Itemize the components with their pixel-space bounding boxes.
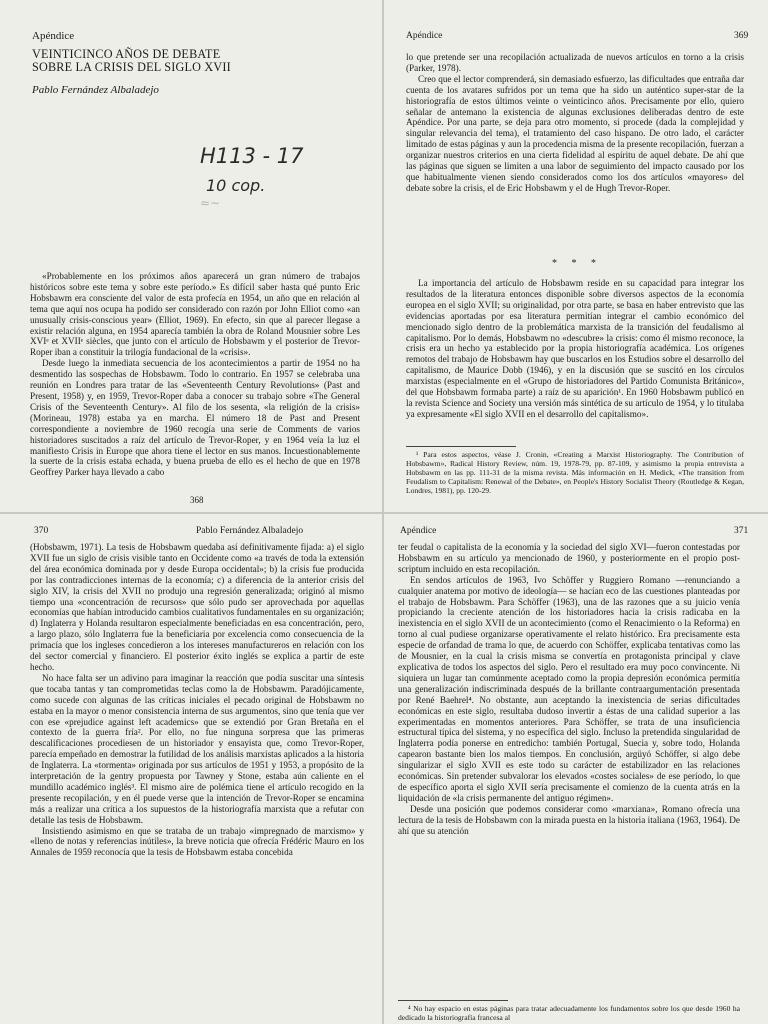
paragraph: «Probablemente en los próximos años aparecerá un gran número de trabajos históricos sobre este tema y sobre este período.» Es difícil saber hasta qué punto Eric Hobsbawm era consciente del valor de esta profecía en 1954, un año que en relación al tema que aquí nos ocupa ha podido ser considerado con razón por John Elliot como «an unusually crisis-conscious year» (Elliot, 1969). En efecto, sin que al parecer llegase a existir relación alguna, en 1954 aparecía también la obra de Roland Mousnier sobre Les XVIᵉ et XVIIᵉ siècles, que junto con el artículo de Hobsbawm y el posterior de Trevor-Roper iban a constituir la trilogía fundacional de la «crisis».: [30, 271, 360, 358]
article-author: Pablo Fernández Albaladejo: [32, 84, 159, 96]
paragraph: Insistiendo asimismo en que se trataba de un trabajo «impregnado de marxismo» y «lleno de notas y referencias inútiles», la breve noticia que ofrecía Frédéric Mauro en los Annales de 1959 reconocía que la tesis de Hobsbawm estaba concebida: [30, 825, 364, 858]
page-369: [384, 0, 768, 512]
paragraph: Desde una posición que podemos considerar como «marxiana», Romano ofrecía una lectura de la tesis de Hobsbawm con la mirada puesta en la historia italiana (1963, 1964). De ahí que su atención: [398, 803, 740, 836]
article-title: [32, 48, 231, 74]
body-text: [30, 542, 364, 858]
paragraph: Desde luego la inmediata secuencia de los acontecimientos a partir de 1954 no ha desmentido las sospechas de Hobsbawm. Todo lo contrario. En 1957 se celebraba una reunión en Londres para tratar de las «Seventeenth Century Revolutions» (Past and Present, 1958) y, en 1959, Trevor-Roper daba a conocer su trabajo sobre «The General Crisis of the Seventeenth Century». Al filo de los sesenta, «la religión de la crisis» (Morineau, 1978) estaba ya en marcha. El número 18 de Past and Present correspondiente a noviembre de 1960 recogía una serie de Comments de varios historiadores suscitados a raíz del artículo de Trevor-Roper, y en 1964 veía la luz el manifiesto Crisis in Europe que ahora tiene el lector en sus manos. Incuestionablemente la suerte de la crisis estaba echada, y buena prueba de ello es el hecho de que en 1978 Geoffrey Parker haya llevado a cabo: [30, 358, 360, 478]
footnote: [398, 1004, 740, 1022]
footnote-rule: [398, 1000, 508, 1001]
page-number: 371: [734, 526, 749, 536]
paragraph: En sendos artículos de 1963, Ivo Schöffer y Ruggiero Romano —renunciando a cualquier anatema por motivo de ideología— se hacían eco de las cuestiones planteadas por el trabajo de Hobsbawm. Para Schöffer (1963), una de las razones que a su juicio venía propiciando la creciente atención de los historiadores hacia la crisis radicaba en la inexistencia en el siglo XVII de un acontecimiento (como el Renacimiento o la Reforma) en torno al cual pudiese organizarse operativamente el relato histórico. Era precisamente esta especie de orfandad de trama lo que, de acuerdo con Schöffer, explicaba tentativas como las de Mousnier, en la cual la crisis misma se convertía en protagonista principal y clave explicativa de todos los aspectos del siglo. Pero el resultado era muy poco convincente. Ni siquiera un lugar tan comúnmente aceptado como la propia depresión económica permitía una generalización indiscriminada después de la brillante contraargumentación presentada por René Baehrel⁴. No obstante, aun aceptando la inexistencia de serias dificultades económicas en este siglo, resultaba dudoso invertir a éstas de una calidad superior a las experimentadas en momentos anteriores. Para Schöffer, se trata de una insuficiencia estructural típica del sistema, y no específica del siglo. Incluso la pretendida singularidad de Inglaterra podía ponerse en entredicho: también Portugal, Suecia y, sobre todo, Holanda capearon bastante bien los malos tiempos. En conclusión, argüyó Schöffer, si algo debe singularizar el siglo XVII es este todo su carácter de estabilizador en las relaciones económicas. Sin pretender subvalorar los elevados «costes sociales» de ese período, lo que de específico aporta el siglo XVII sería precisamente el comienzo de la cuenta atrás en la liquidación de «la crisis permanente del antiguo régimen».: [398, 574, 740, 803]
paragraph: La importancia del artículo de Hobsbawm reside en su capacidad para integrar los resultados de la literatura entonces disponible sobre diversos aspectos de la economía europea en el siglo XVII; su originalidad, por otra parte, se basa en haber entrevisto que las evidencias aportadas por esa literatura permitían integrar el cambio económico del mencionado siglo dentro de la problemática marxista de la transición del feudalismo al capitalismo. Por lo demás, Hobsbawm no «descubre» la crisis: como él mismo reconoce, la crisis era un hecho ya establecido por la propia historiografía académica. Los orígenes remotos del trabajo de Hobsbawm hay que buscarlos en los Estudios sobre el desarrollo del capitalismo, de Maurice Dobb (1946), y en la discusión que se suscitó en los círculos marxistas (especialmente en el «Grupo de historiadores del Partido Comunista Británico», del que Hobsbawm formaba parte) a raíz de su aparición¹. En 1960 Hobsbawm publicó en la revista Science and Society una versión más sintética de su artículo de 1954, y lo titulaba ya expresamente «El siglo XVII en el desarrollo del capitalismo».: [406, 278, 744, 419]
section-break-stars: * * *: [552, 258, 602, 269]
body-text: [30, 271, 360, 478]
paragraph: Creo que el lector comprenderá, sin demasiado esfuerzo, las dificultades que entraña dar cuenta de los avatares sufridos por un tema que ha sido un auténtico super-star de la historiografía de estos últimos veinte o veinticinco años. Precisamente por ello, quiero señalar de antemano la existencia de algunas exclusiones deliberadas dentro de este Apéndice. Por una parte, se deja para otro momento, si procede (dada la complejidad y singular relevancia del tema), el tratamiento del caso hispano. De otro lado, el carácter limitado de estas páginas y aun la procedencia misma de la presente recopilación, fuerzan a organizar nuestros criterios en una cierta fidelidad al espíritu de aquel debate. De ahí que las páginas que siguen se limiten a una labor de seguimiento del impacto causado por los que habitualmente vienen siendo considerados como los dos artículos «mayores» del debate sobre la crisis, el de Eric Hobsbawm y el de Hugh Trevor-Roper.: [406, 73, 744, 193]
page-number: 370: [34, 526, 49, 536]
body-text: [406, 52, 744, 194]
paragraph: lo que pretende ser una recopilación actualizada de nuevos artículos en torno a la crisis (Parker, 1978).: [406, 52, 744, 73]
paragraph: ter feudal o capitalista de la economía y la sociedad del siglo XVI—fueron contestadas por Hobsbawm en su artículo ya mencionado de 1960, y posteriormente en el propio post-scriptum incluido en esta recopilación.: [398, 542, 740, 574]
title-line-2: SOBRE LA CRISIS DEL SIGLO XVII: [32, 60, 231, 74]
running-header: Pablo Fernández Albaladejo: [196, 526, 304, 536]
running-header: Apéndice: [400, 526, 437, 536]
page-368: [0, 0, 382, 512]
page-370: [0, 514, 382, 1024]
handwritten-copies-note: 10 cop.: [206, 176, 266, 195]
footnote-text: ¹ Para estos aspectos, véase J. Cronin, «Creating a Marxist Historiography. The Contribution of Hobsbawm», Radical History Review, núm. 19, 1978-79, pp. 87-109, y asimismo la propia entrevista a Hobsbawm en las pp. 111-31 de la misma revista. Más información en H. Medick, «The transition from Feudalism to Capitalism: Renewal of the Debate», en People's History Socialist Theory (Routledge & Kegan, Londres, 1981), pp. 120-29.: [406, 450, 744, 495]
footnote-rule: [406, 446, 516, 447]
paragraph: No hace falta ser un adivino para imaginar la reacción que podía suscitar una síntesis que tocaba tantas y tan comprometidas teclas como la de Hobsbawm. Paradójicamente, como sucede con algunas de las críticas iniciales el pecado original de Hobsbawm no estaba en la mayor o menor consistencia interna de sus argumentos, sino que tenía que ver con ese «prejudice against left academics» que se extendió por Gran Bretaña en el contexto de la guerra fría². Por ello, no fue ninguna sorpresa que las primeras descalificaciones procediesen de un historiador y ensayista que, como Trevor-Roper, parecía empeñado en demostrar la futilidad de los análisis marxistas aplicados a la historia de Inglaterra. La «tormenta» originada por sus artículos de 1951 y 1953, a propósito de la interpretación de la gentry propuesta por Tawney y Stone, estaba aún caliente en el mundillo académico inglés³. El mismo aire de polémica tiene el artículo recogido en la presente recopilación, y en él puede verse que la intención de Trevor-Roper se encamina más a realizar una crítica a los supuestos de la historiografía marxista que a refutar con detalle las tesis de Hobsbawm.: [30, 672, 364, 825]
footnote-text: ⁴ No hay espacio en estas páginas para tratar adecuadamente los fundamentos sobre los que desde 1960 ha dedicado la historiografía francesa al: [398, 1004, 740, 1022]
faint-pencil-mark: ≈∼: [200, 196, 221, 210]
page-number: 369: [734, 31, 749, 41]
footnote: [406, 450, 744, 495]
title-line-1: VEINTICINCO AÑOS DE DEBATE: [32, 47, 221, 61]
page-371: [384, 514, 768, 1024]
page-number: 368: [190, 495, 204, 505]
handwritten-catalog-mark: H113 - 17: [200, 144, 304, 168]
running-header: Apéndice: [32, 30, 75, 42]
body-text-2: [406, 278, 744, 420]
page-gutter-horizontal: [0, 512, 768, 514]
paragraph: (Hobsbawm, 1971). La tesis de Hobsbawm quedaba así definitivamente fijada: a) el siglo XVII fue un siglo de crisis visible tanto en Occidente como «a través de toda la extensión del área económica dominada por y desde Europa occidental»; b) la crisis fue producida por las contradicciones internas de la economía; c) a diferencia de la anterior crisis del siglo XIV, la crisis del XVII no produjo una regresión generalizada; originó al mismo tiempo una «concentración de recursos» que sólo pudo ser aprovechada por aquellas economías que habían introducido cambios cualitativos fundamentales en su organización; d) Inglaterra y Holanda resultaron especialmente beneficiadas en esa concentración, pero, a largo plazo, sólo Inglaterra fue la beneficiaria por excelencia como consecuencia de la primacía que los ingleses concedieron a los intereses manufactureros en relación con los del sector comercial y financiero. El posterior éxito inglés se explica a partir de este hecho.: [30, 542, 364, 672]
body-text: [398, 542, 740, 836]
running-header: Apéndice: [406, 31, 443, 41]
